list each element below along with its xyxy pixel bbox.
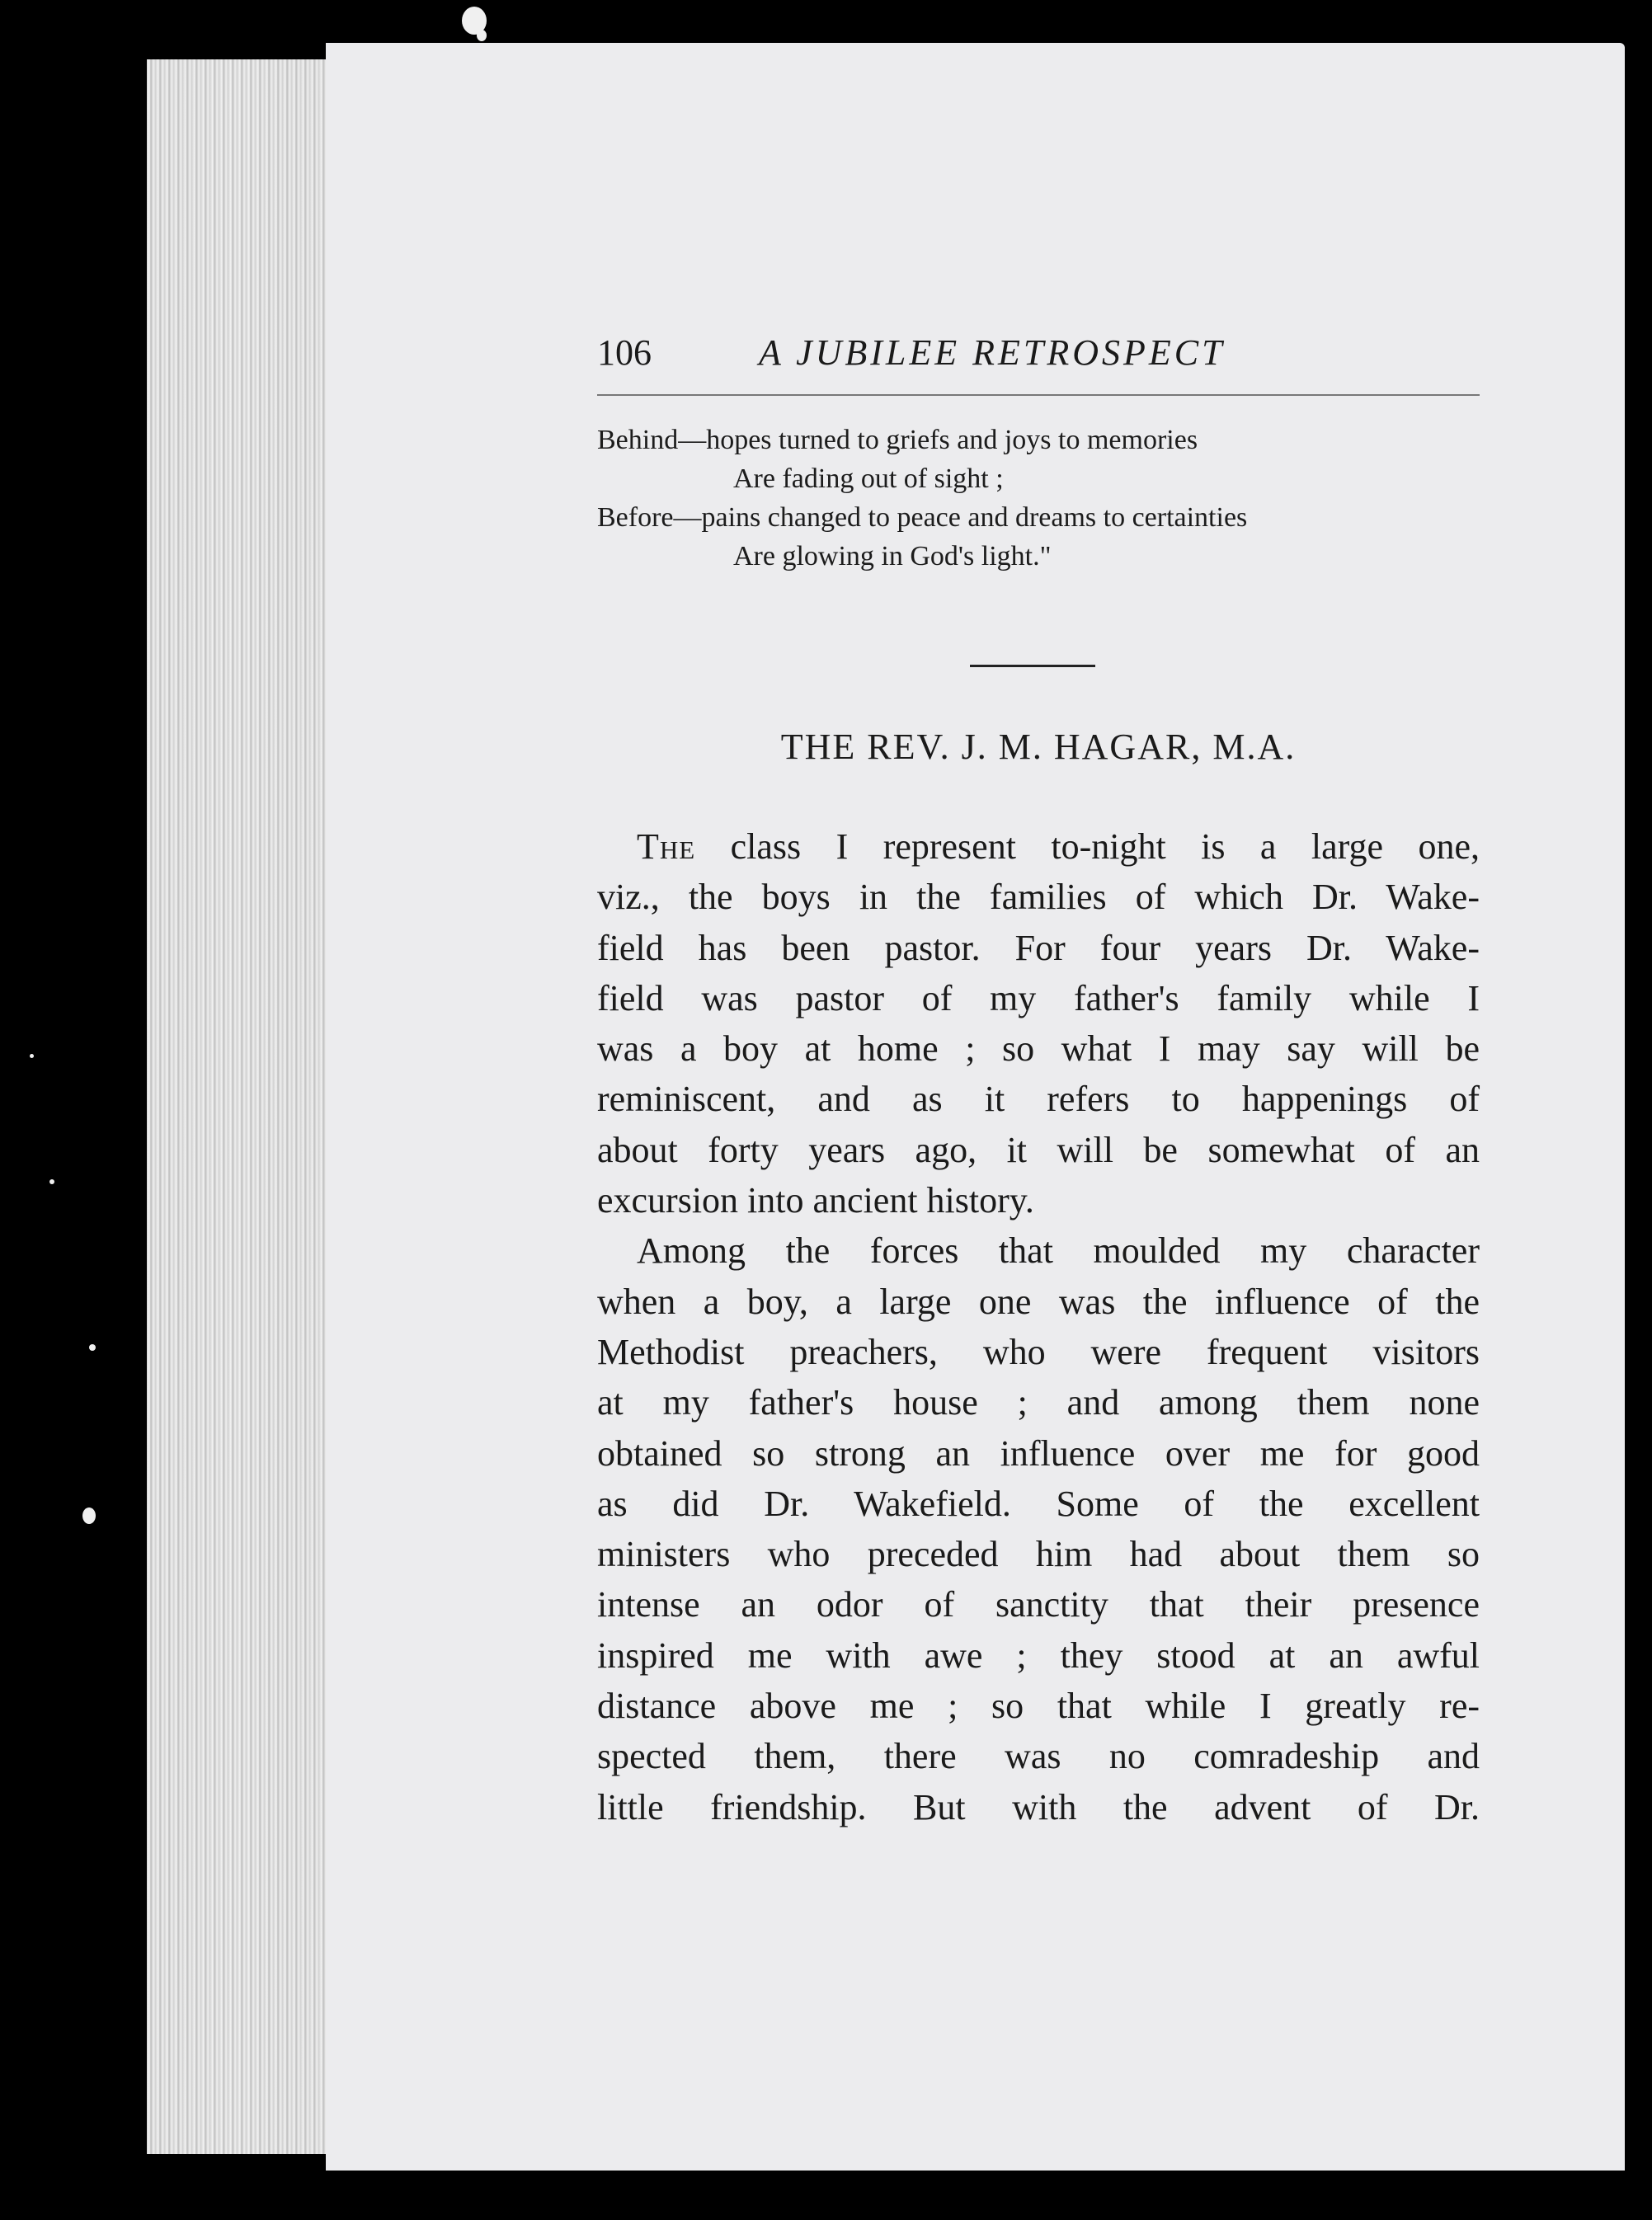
- text-line: distance above me ; so that while I greatly re-: [597, 1686, 1480, 1727]
- running-head: [597, 332, 1480, 389]
- verse-line: Are glowing in God's light.": [733, 541, 1052, 571]
- drop-word: The: [637, 826, 696, 867]
- text-line: was a boy at home ; so what I may say will be: [597, 1028, 1480, 1070]
- text-line: when a boy, a large one was the influence of the: [597, 1281, 1480, 1322]
- page-number: 106: [597, 332, 652, 373]
- text-line: Methodist preachers, who were frequent visitors: [597, 1331, 1480, 1372]
- text-line-rest: class I represent to-night is a large one,: [695, 826, 1480, 867]
- text-line: intense an odor of sanctity that their presence: [597, 1584, 1480, 1625]
- section-heading: THE REV. J. M. HAGAR, M.A.: [780, 727, 1297, 767]
- header-rule: [597, 394, 1480, 396]
- book-title: A JUBILEE RETROSPECT: [759, 332, 1226, 373]
- verse-block: [597, 421, 1504, 576]
- text-line: at my father's house ; and among them none: [597, 1382, 1480, 1423]
- body-text: [597, 821, 1480, 1832]
- text-line: ministers who preceded him had about them so: [597, 1534, 1480, 1575]
- text-line: field has been pastor. For four years Dr. Wake-: [597, 927, 1480, 968]
- text-line: as did Dr. Wakefield. Some of the excellent: [597, 1483, 1480, 1524]
- text-line: excursion into ancient history.: [597, 1180, 1034, 1221]
- text-line: spected them, there was no comradeship and: [597, 1736, 1480, 1777]
- text-line: field was pastor of my father's family while I: [597, 977, 1480, 1018]
- text-line: viz., the boys in the families of which Dr. Wake-: [597, 877, 1480, 918]
- text-line: little friendship. But with the advent of Dr.: [597, 1786, 1480, 1827]
- verse-line: Are fading out of sight ;: [733, 463, 1004, 494]
- section-divider: [970, 665, 1095, 667]
- text-line: inspired me with awe ; they stood at an awful: [597, 1634, 1480, 1676]
- verse-line: Behind—hopes turned to griefs and joys to memories: [597, 425, 1198, 455]
- text-line: Among the forces that moulded my character: [637, 1230, 1480, 1272]
- page-edge-stack: [147, 59, 353, 2154]
- text-line: about forty years ago, it will be somewhat of an: [597, 1129, 1480, 1170]
- text-line: reminiscent, and as it refers to happenings of: [597, 1079, 1480, 1120]
- text-line: obtained so strong an influence over me for good: [597, 1432, 1480, 1474]
- verse-line: Before—pains changed to peace and dreams to certainties: [597, 502, 1248, 533]
- text-line: [597, 821, 1480, 872]
